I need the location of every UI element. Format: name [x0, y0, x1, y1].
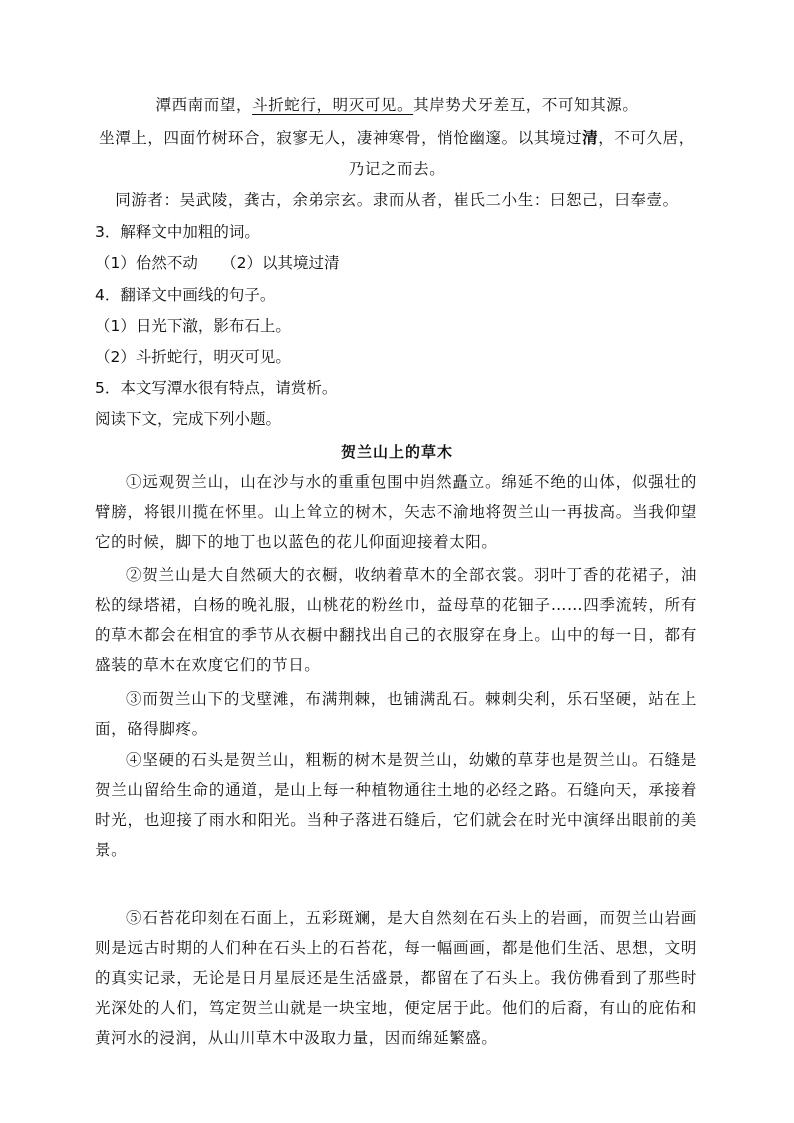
article-paragraph-1: ①远观贺兰山，山在沙与水的重重包围中岿然矗立。绵延不绝的山体，似强壮的臂膀，将银川揽在怀里。山上耸立的树木，矢志不渝地将贺兰山一再拔高。当我仰望它的时候，脚下的地丁也以蓝色的花儿仰面迎接着太阳。: [95, 473, 697, 551]
passage-line-4: [0, 193, 794, 209]
passage-line-2: [0, 130, 794, 147]
bold-word: 清: [582, 128, 599, 147]
article-paragraph-2: ②贺兰山是大自然硕大的衣橱，收纳着草木的全部衣裳。羽叶丁香的花裙子，油松的绿塔裙，白杨的晚礼服，山桃花的粉丝巾，益母草的花钿子……四季流转，所有的草木都会在相宜的季节从衣橱中翻找出自己的衣服穿在身上。山中的每一日，都有盛装的草木在欢度它们的节日。: [95, 566, 697, 674]
passage-line-1: [0, 98, 794, 114]
question-3-items: （1）佁然不动 （2）以其境过清: [95, 254, 340, 272]
question-5: 5．本文写潭水很有特点，请赏析。: [95, 379, 338, 397]
passage-text: 同游者：吴武陵，龚古，余弟宗玄。隶而从者，崔氏二小生：曰恕己，曰奉壹。: [115, 191, 679, 209]
question-4-item-2: （2）斗折蛇行，明灭可见。: [95, 348, 291, 366]
passage-text: 乃记之而去。: [348, 160, 446, 178]
question-4-item-1: （1）日光下澈，影布石上。: [95, 317, 291, 335]
underlined-sentence: 斗折蛇行，明灭可见。: [252, 96, 414, 114]
passage-text: 其岸势犬牙差互，不可知其源。: [413, 96, 639, 114]
article-paragraph-5: ⑤石苔花印刻在石面上，五彩斑斓，是大自然刻在石头上的岩画，而贺兰山岩画则是远古时期的人们种在石头上的石苔花，每一幅画画，都是他们生活、思想，文明的真实记录，无论是日月星辰还是生活盛景，都留在了石头上。我仿佛看到了那些时光深处的人们，笃定贺兰山就是一块宝地，便定居于此。他们的后裔，有山的庇佑和黄河水的浸润，从山川草木中汲取力量，因而绵延繁盛。: [95, 909, 697, 1047]
passage-line-3: [0, 162, 794, 178]
article-title: 贺兰山上的草木: [340, 443, 453, 461]
reading-instruction: 阅读下文，完成下列小题。: [95, 410, 282, 428]
question-3: 3．解释文中加粗的词。: [95, 223, 260, 241]
passage-text: ，不可久居，: [598, 129, 695, 147]
article-paragraph-3: ③而贺兰山下的戈壁滩，布满荆棘，也铺满乱石。棘刺尖利，乐石坚硬，站在上面，硌得脚疼。: [95, 690, 697, 738]
article-paragraph-4: ④坚硬的石头是贺兰山，粗粝的树木是贺兰山，幼嫩的草芽也是贺兰山。石缝是贺兰山留给生命的通道，是山上每一种植物通往土地的必经之路。石缝向天，承接着时光，也迎接了雨水和阳光。当种子落进石缝后，它们就会在时光中演绎出眼前的美景。: [95, 751, 697, 859]
question-4: 4．翻译文中画线的句子。: [95, 286, 276, 304]
passage-text: 潭西南而望，: [155, 96, 253, 114]
passage-text: 坐潭上，四面竹树环合，寂寥无人，凄神寒骨，悄怆幽邃。以其境过: [99, 129, 583, 147]
